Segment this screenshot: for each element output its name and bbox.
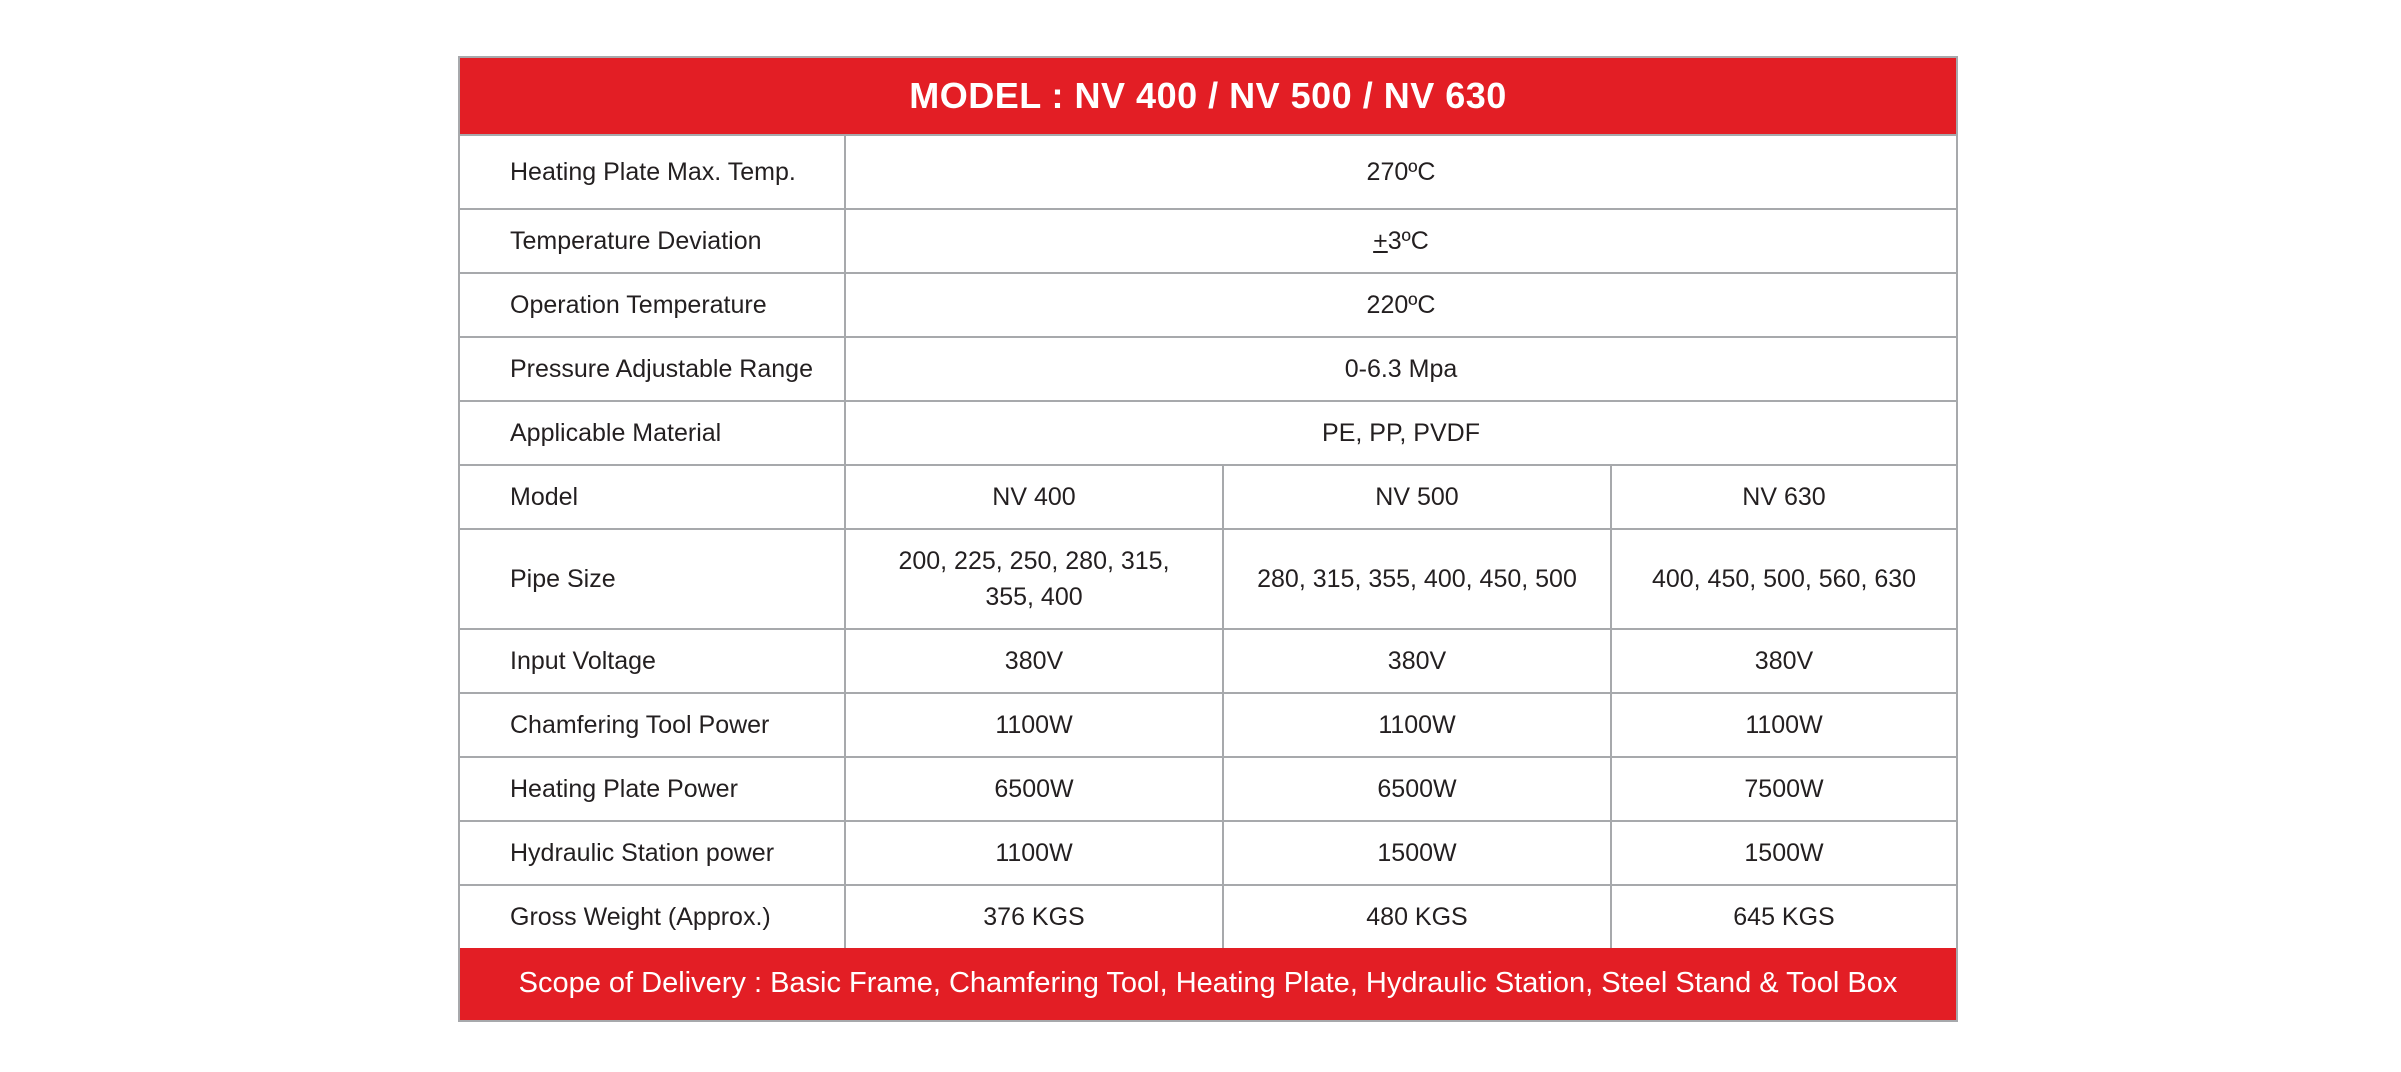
spec-value: 280, 315, 355, 400, 450, 500 — [1223, 529, 1611, 629]
spec-value: 6500W — [1223, 757, 1611, 821]
table-row — [460, 209, 1956, 273]
spec-value: 220ºC — [845, 273, 1956, 337]
model-name: NV 630 — [1611, 465, 1956, 529]
table-row — [460, 465, 1956, 529]
spec-value: 6500W — [845, 757, 1223, 821]
table-row — [460, 337, 1956, 401]
spec-label: Operation Temperature — [460, 273, 845, 337]
spec-value: 1100W — [845, 821, 1223, 885]
spec-sheet — [458, 56, 1958, 1022]
table-row — [460, 693, 1956, 757]
spec-value: 645 KGS — [1611, 885, 1956, 948]
spec-value: 270ºC — [845, 136, 1956, 209]
scope-of-delivery-banner: Scope of Delivery : Basic Frame, Chamfering Tool, Heating Plate, Hydraulic Station, Steel Stand & Tool Box — [460, 948, 1956, 1020]
table-row — [460, 273, 1956, 337]
spec-value: 1500W — [1223, 821, 1611, 885]
spec-value: 1500W — [1611, 821, 1956, 885]
spec-label: Input Voltage — [460, 629, 845, 693]
table-row — [460, 136, 1956, 209]
spec-value: 480 KGS — [1223, 885, 1611, 948]
table-row — [460, 529, 1956, 629]
model-name: NV 500 — [1223, 465, 1611, 529]
spec-value: 400, 450, 500, 560, 630 — [1611, 529, 1956, 629]
table-row — [460, 757, 1956, 821]
spec-label: Pipe Size — [460, 529, 845, 629]
spec-value — [845, 209, 1956, 273]
spec-value: 376 KGS — [845, 885, 1223, 948]
spec-label: Heating Plate Max. Temp. — [460, 136, 845, 209]
spec-label: Heating Plate Power — [460, 757, 845, 821]
page-title: MODEL : NV 400 / NV 500 / NV 630 — [460, 58, 1956, 136]
spec-value: 1100W — [1611, 693, 1956, 757]
spec-value: PE, PP, PVDF — [845, 401, 1956, 465]
spec-label: Pressure Adjustable Range — [460, 337, 845, 401]
spec-value: 7500W — [1611, 757, 1956, 821]
spec-value: 380V — [1223, 629, 1611, 693]
spec-label: Applicable Material — [460, 401, 845, 465]
spec-value: 0-6.3 Mpa — [845, 337, 1956, 401]
spec-value: 1100W — [845, 693, 1223, 757]
model-name: NV 400 — [845, 465, 1223, 529]
spec-value: 1100W — [1223, 693, 1611, 757]
spec-label: Gross Weight (Approx.) — [460, 885, 845, 948]
spec-value: 380V — [845, 629, 1223, 693]
spec-value-text: 3ºC — [1387, 226, 1429, 255]
spec-value: 200, 225, 250, 280, 315, 355, 400 — [845, 529, 1223, 629]
spec-label: Temperature Deviation — [460, 209, 845, 273]
spec-table — [460, 136, 1956, 948]
spec-label: Chamfering Tool Power — [460, 693, 845, 757]
table-row — [460, 629, 1956, 693]
spec-value: 380V — [1611, 629, 1956, 693]
plus-minus-sign: + — [1373, 226, 1388, 255]
spec-label: Hydraulic Station power — [460, 821, 845, 885]
table-row — [460, 821, 1956, 885]
spec-label: Model — [460, 465, 845, 529]
table-row — [460, 885, 1956, 948]
table-row — [460, 401, 1956, 465]
